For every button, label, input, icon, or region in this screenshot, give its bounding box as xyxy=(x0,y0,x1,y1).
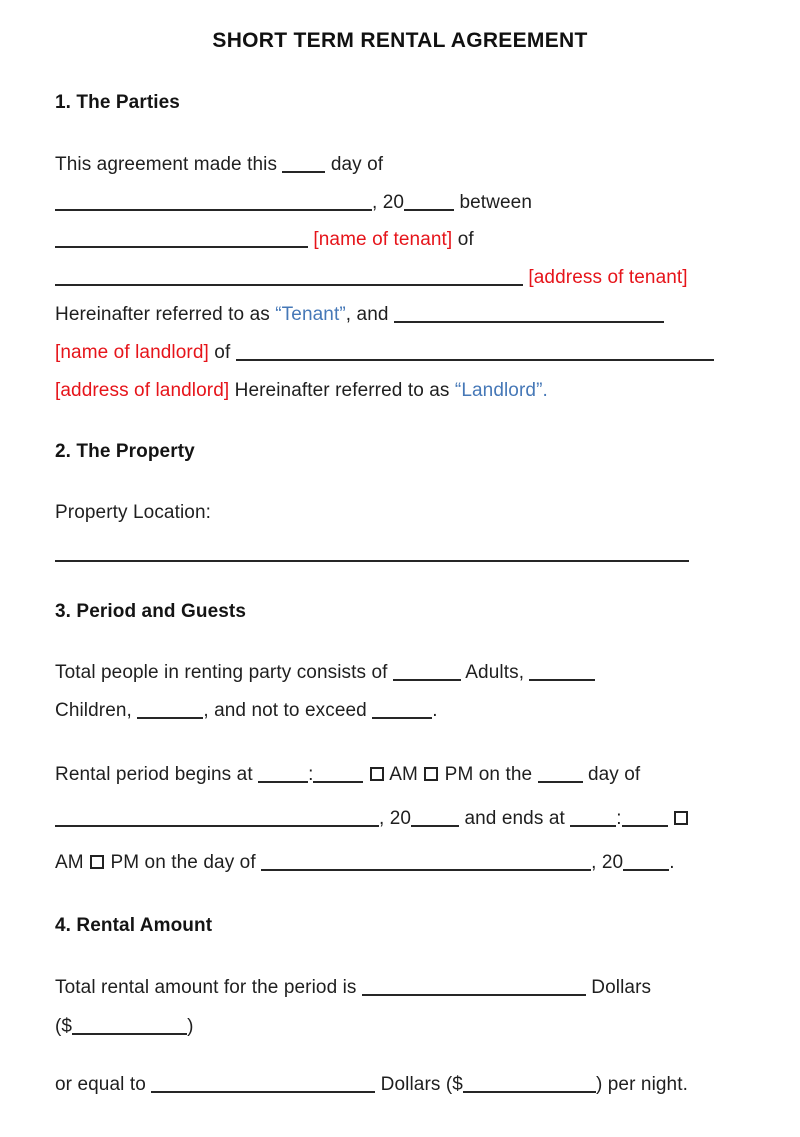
text-run: : xyxy=(616,808,622,829)
period-line-1 xyxy=(55,761,760,789)
adults-count-blank[interactable] xyxy=(393,679,461,681)
agreement-month-blank[interactable] xyxy=(55,209,372,211)
text-run: Dollars ($ xyxy=(375,1074,463,1095)
amount-line-1 xyxy=(55,974,760,1002)
begin-hour-blank[interactable] xyxy=(258,781,308,783)
text-run: Rental period begins at xyxy=(55,764,259,785)
max-guests-blank[interactable] xyxy=(372,717,432,719)
text-run: Adults, xyxy=(460,662,530,683)
text-run: 2. The Property xyxy=(55,441,195,462)
red-text-run: [name of tenant] xyxy=(313,229,453,250)
text-run: : xyxy=(308,764,314,785)
end-pm-checkbox[interactable] xyxy=(90,855,104,869)
text-run: AM xyxy=(384,764,424,785)
text-run: , 20 xyxy=(379,808,412,829)
text-run: ) xyxy=(187,1016,194,1037)
text-run: Dollars xyxy=(585,977,652,998)
text-run: , and xyxy=(345,304,394,325)
text-run: or equal to xyxy=(55,1074,152,1095)
parties-line-3 xyxy=(55,226,760,254)
text-run: PM on the xyxy=(439,764,538,785)
parties-line-6 xyxy=(55,339,760,367)
guests-line-2 xyxy=(55,697,760,725)
landlord-address-blank[interactable] xyxy=(236,359,714,361)
period-line-3 xyxy=(55,849,760,877)
text-run: day of xyxy=(325,154,384,175)
begin-year-blank[interactable] xyxy=(411,825,459,827)
parties-line-7 xyxy=(55,377,760,405)
text-run: 3. Period and Guests xyxy=(55,601,246,622)
text-run: , 20 xyxy=(591,852,624,873)
text-run: between xyxy=(454,192,533,213)
text-run: Total people in renting party consists of xyxy=(55,662,393,683)
property-location-label xyxy=(55,499,760,527)
blue-text-run: “Landlord”. xyxy=(454,380,548,401)
text-run: 4. Rental Amount xyxy=(55,915,213,936)
text-run: . xyxy=(432,700,438,721)
red-text-run: [address of landlord] xyxy=(55,380,230,401)
parties-line-5 xyxy=(55,301,760,329)
end-date-blank[interactable] xyxy=(261,869,591,871)
text-run: and ends at xyxy=(459,808,571,829)
tenant-name-blank[interactable] xyxy=(55,246,308,248)
text-run: This agreement made this xyxy=(55,154,283,175)
section-3-heading xyxy=(55,598,760,626)
red-text-run: [name of landlord] xyxy=(55,342,209,363)
text-run: PM on the day of xyxy=(105,852,262,873)
parties-line-2 xyxy=(55,189,760,217)
text-run: SHORT TERM RENTAL AGREEMENT xyxy=(212,29,588,52)
amount-line-3 xyxy=(55,1071,760,1099)
text-run: day of xyxy=(582,764,641,785)
property-location-blank[interactable] xyxy=(55,560,689,562)
text-run: of xyxy=(452,229,474,250)
text-run xyxy=(363,764,368,785)
text-run: Children, xyxy=(55,700,138,721)
text-run: Hereinafter referred to as xyxy=(55,304,276,325)
text-run xyxy=(668,808,673,829)
text-run: . xyxy=(669,852,675,873)
parties-line-4 xyxy=(55,264,760,292)
property-location-line xyxy=(55,540,760,568)
text-run: ) per night. xyxy=(595,1074,688,1095)
children-count-blank[interactable] xyxy=(529,679,595,681)
tenant-address-blank[interactable] xyxy=(55,284,523,286)
text-run: , 20 xyxy=(372,192,405,213)
begin-day-blank[interactable] xyxy=(538,781,583,783)
text-run: ($ xyxy=(55,1016,73,1037)
end-hour-blank[interactable] xyxy=(570,825,616,827)
red-text-run: [address of tenant] xyxy=(528,267,688,288)
amount-line-2 xyxy=(55,1013,760,1041)
section-2-heading xyxy=(55,438,760,466)
parties-line-1 xyxy=(55,151,760,179)
text-run: 1. The Parties xyxy=(55,92,180,113)
end-minute-blank[interactable] xyxy=(622,825,668,827)
begin-month-blank[interactable] xyxy=(55,825,379,827)
document-title xyxy=(0,27,800,55)
rental-amount-number-blank[interactable] xyxy=(72,1033,187,1035)
text-run: Hereinafter referred to as xyxy=(229,380,455,401)
rental-amount-words-blank[interactable] xyxy=(362,994,586,996)
text-run: Total rental amount for the period is xyxy=(55,977,362,998)
section-1-heading xyxy=(55,89,760,117)
text-run: AM xyxy=(55,852,90,873)
nightly-amount-number-blank[interactable] xyxy=(463,1091,596,1093)
period-line-2 xyxy=(55,805,760,833)
begin-minute-blank[interactable] xyxy=(313,781,363,783)
guests-line-1 xyxy=(55,659,760,687)
begin-am-checkbox[interactable] xyxy=(370,767,384,781)
begin-pm-checkbox[interactable] xyxy=(424,767,438,781)
landlord-name-blank[interactable] xyxy=(394,321,664,323)
text-run: , and not to exceed xyxy=(203,700,373,721)
agreement-day-blank[interactable] xyxy=(282,171,325,173)
agreement-year-blank[interactable] xyxy=(404,209,454,211)
end-year-blank[interactable] xyxy=(623,869,669,871)
end-am-checkbox[interactable] xyxy=(674,811,688,825)
additional-count-blank[interactable] xyxy=(137,717,203,719)
text-run: Property Location: xyxy=(55,502,211,523)
section-4-heading xyxy=(55,912,760,940)
text-run: of xyxy=(208,342,236,363)
blue-text-run: “Tenant” xyxy=(275,304,346,325)
nightly-amount-words-blank[interactable] xyxy=(151,1091,375,1093)
